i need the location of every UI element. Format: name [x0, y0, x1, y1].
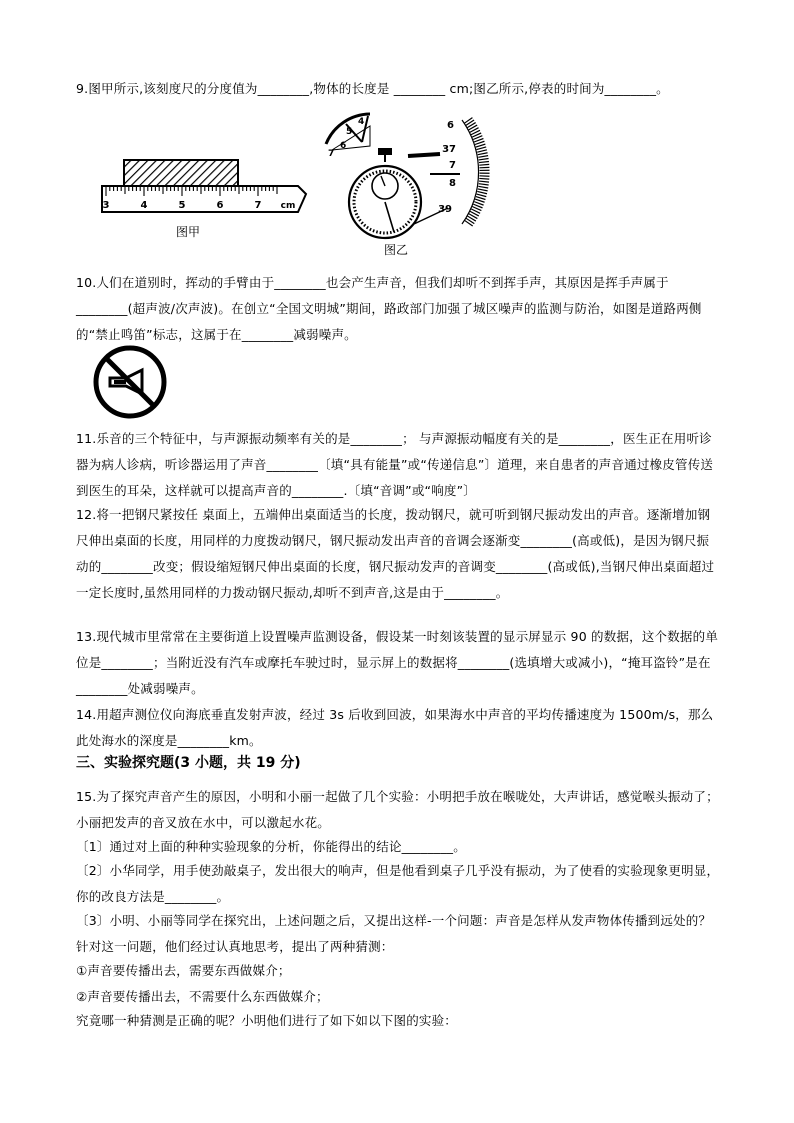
- big-dial-label: 8: [449, 178, 456, 189]
- question-15-part-2: 〔2〕小华同学，用手使劲敲桌子，发出很大的响声，但是他看到桌子几乎没有振动，为了使看的实验现象更明显，你的改良方法是________。: [76, 863, 720, 904]
- measured-block: [124, 160, 238, 186]
- question-12: 12.将一把钢尺紧按任 桌面上，五端伸出桌面适当的长度，拨动钢尺，就可听到钢尺振动发出的声音。逐渐增加钢尺伸出桌面的长度，用同样的力度拨动钢尺，钢尺振动发出声音的音调会逐渐变________(高或低)，是因为钢尺振动的________改变；假设缩短钢尺伸出桌面的长度，钢尺振动发声的音调变________(高或低),当钢尺伸出桌面超过一定长度时,虽然用同样的力拨动钢尺振动,却听不到声音,这是由于________。: [76, 507, 715, 600]
- ruler-caption: 图甲: [175, 225, 201, 239]
- small-dial-zoom: [326, 114, 370, 159]
- stopwatch-crown: [378, 148, 392, 155]
- no-horn-sign: [92, 344, 168, 420]
- big-dial-label: 39: [438, 204, 452, 215]
- guess-1: ①声音要传播出去，需要东西做媒介；: [76, 963, 291, 978]
- ruler-tick-label: 4: [140, 200, 148, 211]
- small-dial-label: 5: [346, 127, 353, 137]
- stopwatch-figure: [322, 112, 492, 258]
- question-14: 14.用超声测位仪向海底垂直发射声波，经过 3s 后收到回波，如果海水中声音的平均传播速度为 1500m/s，那么此处海水的深度是________km。: [76, 707, 714, 748]
- ruler-figure: [98, 150, 310, 242]
- small-dial-label: 4: [358, 117, 365, 127]
- big-dial-label: 7: [449, 160, 456, 171]
- ruler-tick-label: 5: [178, 200, 186, 211]
- question-10: 10.人们在道别时，挥动的手臂由于________也会产生声音，但我们却听不到挥手声，其原因是挥手声属于________(超声波/次声波)。在创立“全国文明城”期间，路政部门加强了城区噪声的监测与防治，如图是道路两侧的“禁止鸣笛”标志，这属于在________减弱噪声。: [76, 275, 702, 342]
- big-dial-label: 6: [447, 120, 454, 131]
- question-15-part-1: 〔1〕通过对上面的种种实验现象的分析，你能得出的结论________。: [76, 839, 466, 854]
- question-13: 13.现代城市里常常在主要街道上设置噪声监测设备，假设某一时刻该装置的显示屏显示 90 的数据，这个数据的单位是________；当附近没有汽车或摩托车驶过时，显示屏上的数据将________(选填增大或减小)，“掩耳盗铃”是在________处减弱噪声。: [76, 629, 719, 696]
- ruler-tick-label: 6: [216, 200, 224, 211]
- question-9: 9.图甲所示,该刻度尺的分度值为________,物体的长度是 ________ cm;图乙所示,停表的时间为________。: [76, 81, 669, 96]
- small-dial-label: 6: [340, 141, 347, 151]
- question-15-last: 究竟哪一种猜测是正确的呢？小明他们进行了如下如以下图的实验：: [76, 1013, 458, 1028]
- ruler-unit-label: cm: [280, 201, 296, 211]
- guess-2: ②声音要传播出去，不需要什么东西做媒介；: [76, 989, 329, 1004]
- question-11: 11.乐音的三个特征中，与声源振动频率有关的是________； 与声源振动幅度有关的是________，医生正在用听诊器为病人诊病，听诊器运用了声音________〔填“具有能量”或“传递信息”〕道理，来自患者的声音通过橡皮管传送到医生的耳朵，这样就可以提高声音的________.〔填“音调”或“响度”〕: [76, 431, 714, 498]
- ruler-tick-label: 3: [102, 200, 110, 211]
- stopwatch-caption: 图乙: [383, 243, 409, 257]
- section-heading-3: 三、实验探究题(3 小题，共 19 分): [76, 755, 301, 771]
- question-15: 15.为了探究声音产生的原因，小明和小丽一起做了几个实验：小明把手放在喉咙处，大声讲话，感觉喉头振动了；小丽把发声的音叉放在水中，可以激起水花。: [76, 789, 719, 830]
- pointer-bar: [408, 154, 440, 156]
- small-dial-label: 7: [328, 149, 335, 159]
- big-dial-label: 37: [442, 144, 456, 155]
- question-15-part-3: 〔3〕小明、小丽等同学在探究出，上述问题之后，又提出这样-一个问题：声音是怎样从发声物体传播到远处的？针对这一问题，他们经过认真地思考，提出了两种猜测：: [76, 913, 712, 954]
- big-dial-zoom: [430, 120, 485, 224]
- ruler-tick-label: 7: [254, 200, 262, 211]
